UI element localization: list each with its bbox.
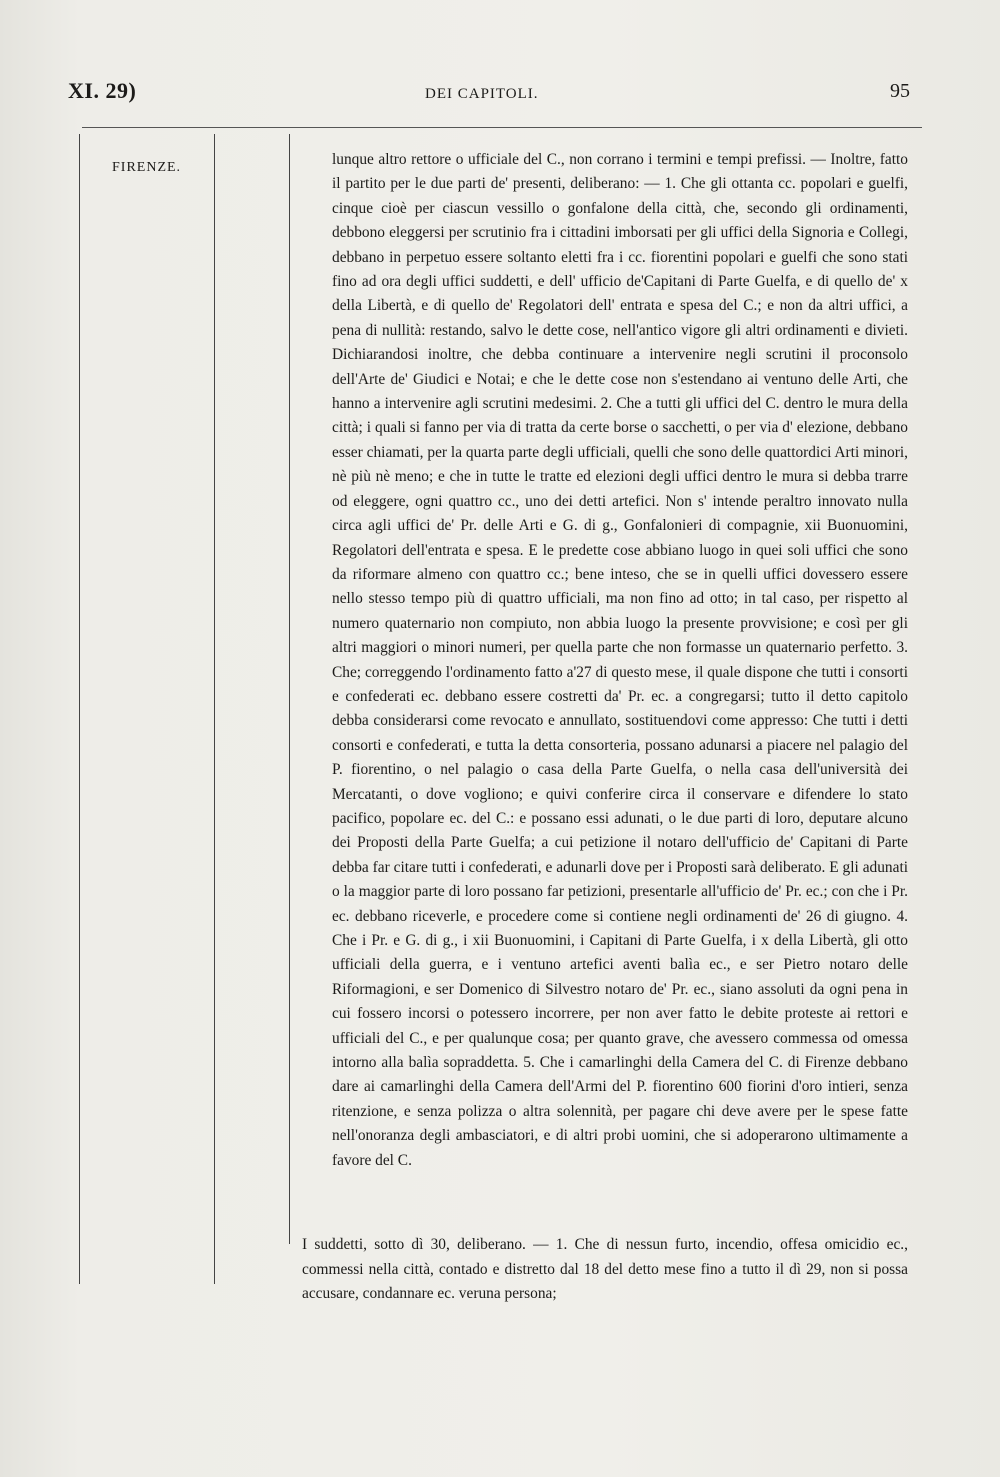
header-rule xyxy=(82,127,922,128)
main-text xyxy=(332,148,908,1173)
running-title: DEI CAPITOLI. xyxy=(425,86,539,102)
chapter-reference: XI. 29) xyxy=(68,78,137,103)
body-paragraph: lunque altro rettore o ufficiale del C., non corrano i termini e tempi prefissi. — Inoltre, fatto il partito per le due parti de' presenti, deliberano: — 1. Che gli ottanta cc. popolari e guelfi, cinque cioè per ciascun vessillo o gonfalone della città, che, secondo gli ordinamenti, debbono eleggersi per scrutinio fra i cittadini imborsati per gli uffici della Signoria e Collegi, debbano in perpetuo essere soltanto eletti fra i cc. fiorentini popolari e guelfi che sono stati fino ad ora degli uffici suddetti, e dell' ufficio de'Capitani di Parte Guelfa, e di quello de' x della Libertà, e di quello de' Regolatori dell' entrata e spesa del C.; e non da altri uffici, a pena di nullità: restando, salvo le dette cose, nell'antico vigore gli altri ordinamenti e divieti. Dichiarandosi inoltre, che debba continuare a intervenire negli scrutini il proconsolo dell'Arte de' Giudici e Notai; e che le dette cose non s'estendano ai ventuno delle Arti, che hanno a intervenire agli scrutini medesimi. 2. Che a tutti gli uffici del C. dentro le mura della città; i quali si fanno per via di tratta da certe borse o sacchetti, o per via d' elezione, debbano esser chiamati, per la quarta parte degli ufficiali, quelli che sono delle quattordici Arti minori, nè più nè meno; e che in tutte le tratte ed elezioni degli uffici dentro le mura si debba trarre od eleggere, ogni quattro cc., uno dei detti artefici. Non s' intende peraltro innovato nulla circa agli uffici de' Pr. delle Arti e G. di g., Gonfalonieri di compagnie, xii Buonuomini, Regolatori dell'entrata e spesa. E le predette cose abbiano luogo in quei soli uffici che sono da riformare almeno con quattro cc.; bene inteso, che se in quelli uffici dovessero essere nello stesso tempo più di quattro ufficiali, ma non fino ad otto; in tal caso, per rispetto al numero quaternario non compiuto, non abbia luogo la presente provvisione; e così per gli altri maggiori o minori numeri, per quella parte che non formasse un quaternario perfetto. 3. Che; correggendo l'ordinamento fatto a'27 di questo mese, il quale dispone che tutti i consorti e confederati ec. debbano essere costretti da' Pr. ec. a congregarsi; tutto il detto capitolo debba considerarsi come revocato e annullato, sostituendovi come appresso: Che tutti i detti consorti e confederati, e tutta la detta consorteria, possano adunarsi a piacere nel palagio del P. fiorentino, o nel palagio o casa della Parte Guelfa, o nella casa dell'università dei Mercatanti, o dove vogliono; e quivi conferire circa il conservare e difendere lo stato pacifico, popolare ec. del C.: e possano essi adunati, o le due parti di loro, deputare alcuno dei Proposti della Parte Guelfa; a cui petizione il notaro dell'ufficio de' Capitani di Parte debba far citare tutti i confederati, e adunarli dove per i Proposti sarà deliberato. E gli adunati o la maggior parte di loro possano far petizioni, presentarle all'ufficio de' Pr. ec.; con che i Pr. ec. debbano riceverle, e procedere come si contiene negli ordinamenti de' 26 di giugno. 4. Che i Pr. e G. di g., i xii Buonuomini, i Capitani di Parte Guelfa, i x della Libertà, gli otto ufficiali della guerra, e i ventuno artefici aventi balìa ec., e ser Pietro notaro delle Riformagioni, e ser Domenico di Silvestro notaro de' Pr. ec., siano assoluti da ogni pena in cui fossero incorsi o potessero incorrere, per non aver fatto le debite proteste ai rettori e ufficiali del C., e per qualunque cosa; per quanto grave, che avessero commessa od omessa intorno alla balìa sopraddetta. 5. Che i camarlinghi della Camera del C. di Firenze debbano dare ai camarlinghi della Camera dell'Armi del P. fiorentino 600 fiorini d'oro intieri, senza ritenzione, e senza polizza o altra solennità, per pagare chi deve avere per le spese fatte nell'onoranza degli ambasciatori, e di altri probi uomini, che si adoperarono ultimamente a favore del C. xyxy=(332,151,908,1169)
column-rule-middle xyxy=(214,134,215,1284)
page-number: 95 xyxy=(890,80,910,102)
closing-paragraph: I suddetti, sotto dì 30, deliberano. — 1. Che di nessun furto, incendio, offesa omicidio ec., commessi nella città, contado e distretto dal 18 del detto mese fino a tutto il dì 29, non si possa accusare, condannare ec. veruna persona; xyxy=(302,1236,908,1303)
column-rule-left xyxy=(79,134,80,1284)
running-header xyxy=(68,78,910,112)
closing-text xyxy=(302,1218,908,1322)
column-rule-right xyxy=(289,134,290,1244)
margin-place-label: FIRENZE. xyxy=(112,160,182,175)
